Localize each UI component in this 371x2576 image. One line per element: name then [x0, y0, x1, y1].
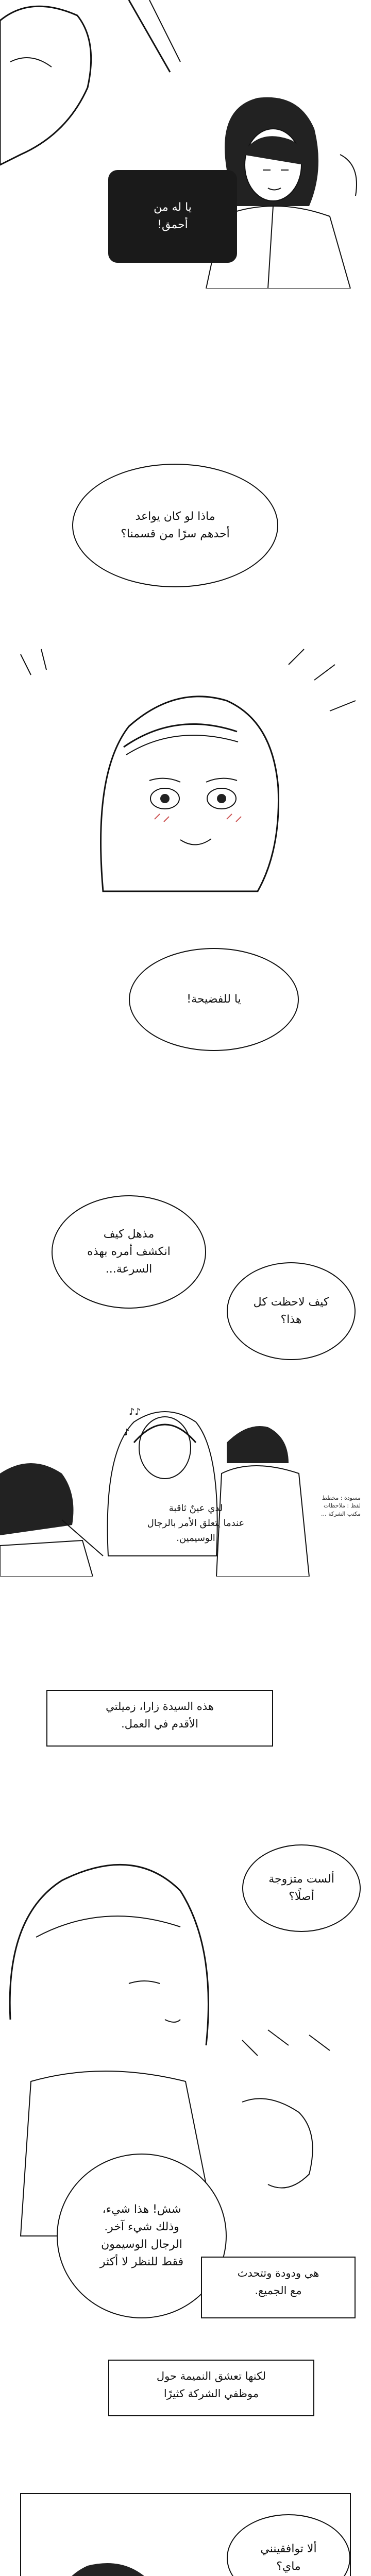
panel-2 — [0, 453, 371, 623]
panel-5 — [0, 1185, 371, 1577]
speech-bubble: شش! هذا شيء، وذلك شيء آخر. الرجال الوسيمون فقط للنظر لا أكثر — [57, 2154, 227, 2318]
speech-bubble: يا له من أحمق! — [108, 170, 237, 263]
music-note-icon: ♪ — [124, 1427, 130, 1438]
speech-bubble: ألست متزوجة أصلًا؟ — [242, 1844, 361, 1932]
speech-bubble: ألا توافقينني ماي؟ — [227, 2514, 350, 2576]
speech-bubble: ماذا لو كان يواعد أحدهم سرًا من قسمنا؟ — [72, 464, 278, 587]
speech-bubble: كيف لاحظت كل هذا؟ — [227, 1262, 356, 1360]
caption-box: هذه السيدة زارا، زميلتي الأقدم في العمل. — [46, 1690, 273, 1747]
panel-4 — [0, 927, 371, 1082]
panel-8 — [0, 2360, 371, 2576]
caption-box: لكنها تعشق النميمة حول موظفي الشركة كثيرًا — [108, 2360, 314, 2416]
panel-6 — [0, 1659, 371, 1762]
speech-bubble: يا للفضيحة! — [129, 948, 299, 1051]
panel-3 — [0, 644, 371, 902]
panel-7 — [0, 1814, 371, 2349]
speech-bubble: مذهل كيف انكشف أمره بهذه السرعة... — [52, 1195, 206, 1309]
panel-3-art — [0, 644, 371, 902]
music-note-icon: ♪♪ — [129, 1406, 141, 1417]
caption-box: هي ودودة وتتحدث مع الجميع. — [201, 2257, 356, 2318]
caption-box: لدي عينٌ ثاقبة عندما يتعلق الأمر بالرجال الوسيمين. — [147, 1503, 245, 1544]
side-note: مسودة : مخطط لفظ : ملاحظات مكتب الشركة ... — [321, 1495, 361, 1517]
panel-1 — [0, 0, 371, 289]
